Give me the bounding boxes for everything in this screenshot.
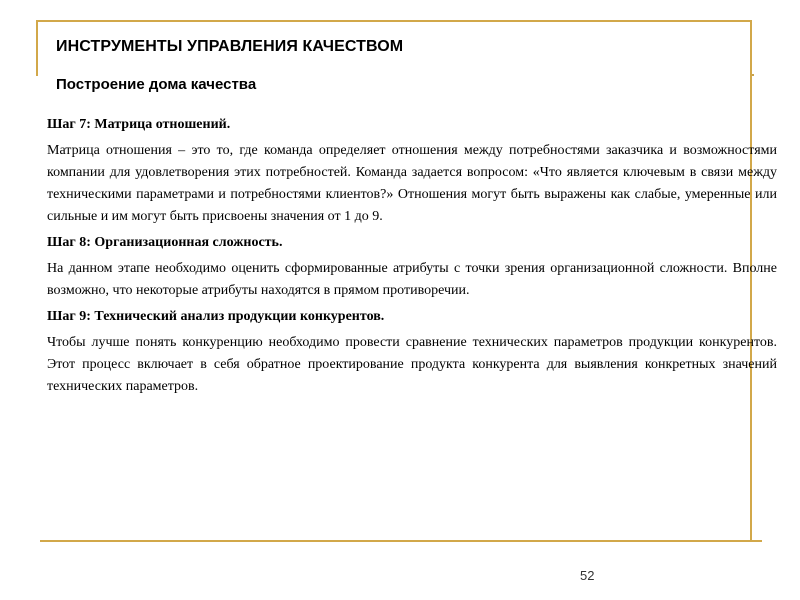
bottom-rule (40, 540, 762, 542)
step-9-text: Чтобы лучше понять конкуренцию необходимо провести сравнение технических параметров продукции конкурентов. Этот процесс включает в себя обратное проектирование продукта конкурента для выявления конкретных значений технических параметров. (47, 335, 777, 394)
left-rule (36, 20, 38, 76)
step-8-heading: Шаг 8: Организационная сложность. (47, 235, 283, 250)
slide-content (47, 114, 777, 402)
step-7-heading: Шаг 7: Матрица отношений. (47, 117, 231, 132)
slide-subtitle: Построение дома качества (56, 76, 257, 93)
step-7-text: Матрица отношения – это то, где команда определяет отношения между потребностями заказчика и возможностями компании для удовлетворения этих потребностей. Команда задается вопросом: «Что является ключевым в связи между техническими параметрами и потребностями клиентов?» Отношения могут быть выражены как слабые, умеренные или сильные и им могут быть присвоены значения от 1 до 9. (47, 143, 777, 224)
top-rule (36, 20, 752, 22)
slide-title: ИНСТРУМЕНТЫ УПРАВЛЕНИЯ КАЧЕСТВОМ (56, 38, 404, 55)
step-8-text: На данном этапе необходимо оценить сформированные атрибуты с точки зрения организационной сложности. Вполне возможно, что некоторые атрибуты находятся в прямом противоречии. (47, 261, 777, 298)
accent-dot (752, 74, 754, 76)
page-number: 52 (580, 568, 595, 583)
step-9-heading: Шаг 9: Технический анализ продукции конкурентов. (47, 309, 385, 324)
